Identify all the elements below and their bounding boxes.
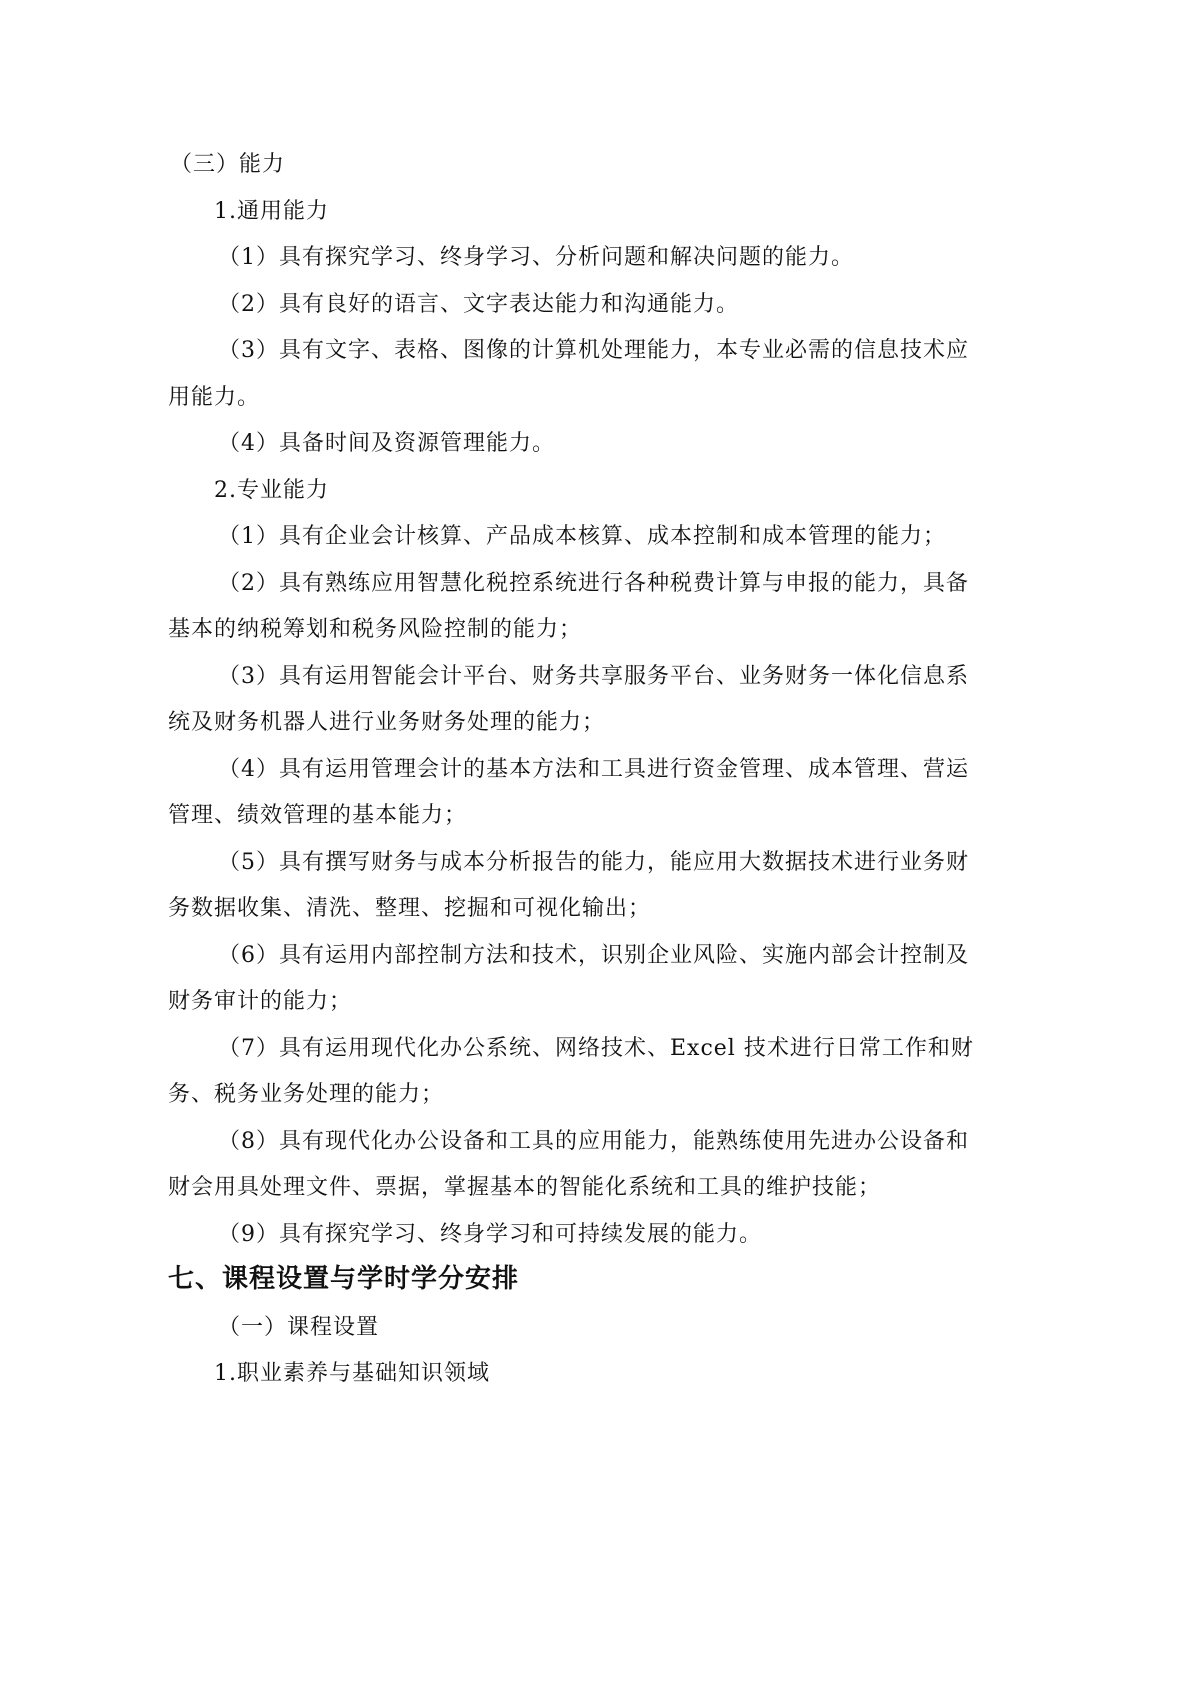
paragraph-line: （3）具有文字、表格、图像的计算机处理能力，本专业必需的信息技术应 — [218, 338, 969, 363]
section-heading: （一）课程设置 — [218, 1315, 380, 1340]
paragraph-line: （6）具有运用内部控制方法和技术，识别企业风险、实施内部会计控制及 — [218, 943, 969, 968]
paragraph-line: （8）具有现代化办公设备和工具的应用能力，能熟练使用先进办公设备和 — [218, 1129, 969, 1154]
paragraph-line: （2）具有良好的语言、文字表达能力和沟通能力。 — [218, 292, 739, 317]
paragraph-line: 统及财务机器人进行业务财务处理的能力； — [168, 710, 606, 735]
subsection-heading: 2.专业能力 — [214, 478, 329, 503]
paragraph-line: 基本的纳税筹划和税务风险控制的能力； — [168, 617, 583, 642]
paragraph-line: （1）具有探究学习、终身学习、分析问题和解决问题的能力。 — [218, 245, 854, 270]
paragraph-line: （2）具有熟练应用智慧化税控系统进行各种税费计算与申报的能力，具备 — [218, 571, 969, 596]
paragraph-line: 财会用具处理文件、票据，掌握基本的智能化系统和工具的维护技能； — [168, 1175, 882, 1200]
paragraph-line: 管理、绩效管理的基本能力； — [168, 803, 468, 828]
paragraph-line: 务数据收集、清洗、整理、挖掘和可视化输出； — [168, 896, 652, 921]
paragraph-line: （5）具有撰写财务与成本分析报告的能力，能应用大数据技术进行业务财 — [218, 850, 969, 875]
chapter-heading: 七、课程设置与学时学分安排 — [168, 1264, 520, 1294]
paragraph-line: 用能力。 — [168, 385, 261, 410]
paragraph-line: （3）具有运用智能会计平台、财务共享服务平台、业务财务一体化信息系 — [218, 664, 969, 689]
subsection-heading: 1.通用能力 — [214, 199, 329, 224]
paragraph-line: （4）具备时间及资源管理能力。 — [218, 431, 555, 456]
paragraph-line: 财务审计的能力； — [168, 989, 353, 1014]
paragraph-line: （9）具有探究学习、终身学习和可持续发展的能力。 — [218, 1222, 762, 1247]
section-heading: （三）能力 — [170, 152, 286, 177]
subsection-heading: 1.职业素养与基础知识领域 — [214, 1361, 490, 1386]
paragraph-line: （4）具有运用管理会计的基本方法和工具进行资金管理、成本管理、营运 — [218, 757, 969, 782]
paragraph-line: （1）具有企业会计核算、产品成本核算、成本控制和成本管理的能力； — [218, 524, 946, 549]
paragraph-line: 务、税务业务处理的能力； — [168, 1082, 445, 1107]
paragraph-line: （7）具有运用现代化办公系统、网络技术、Excel 技术进行日常工作和财 — [218, 1036, 974, 1061]
